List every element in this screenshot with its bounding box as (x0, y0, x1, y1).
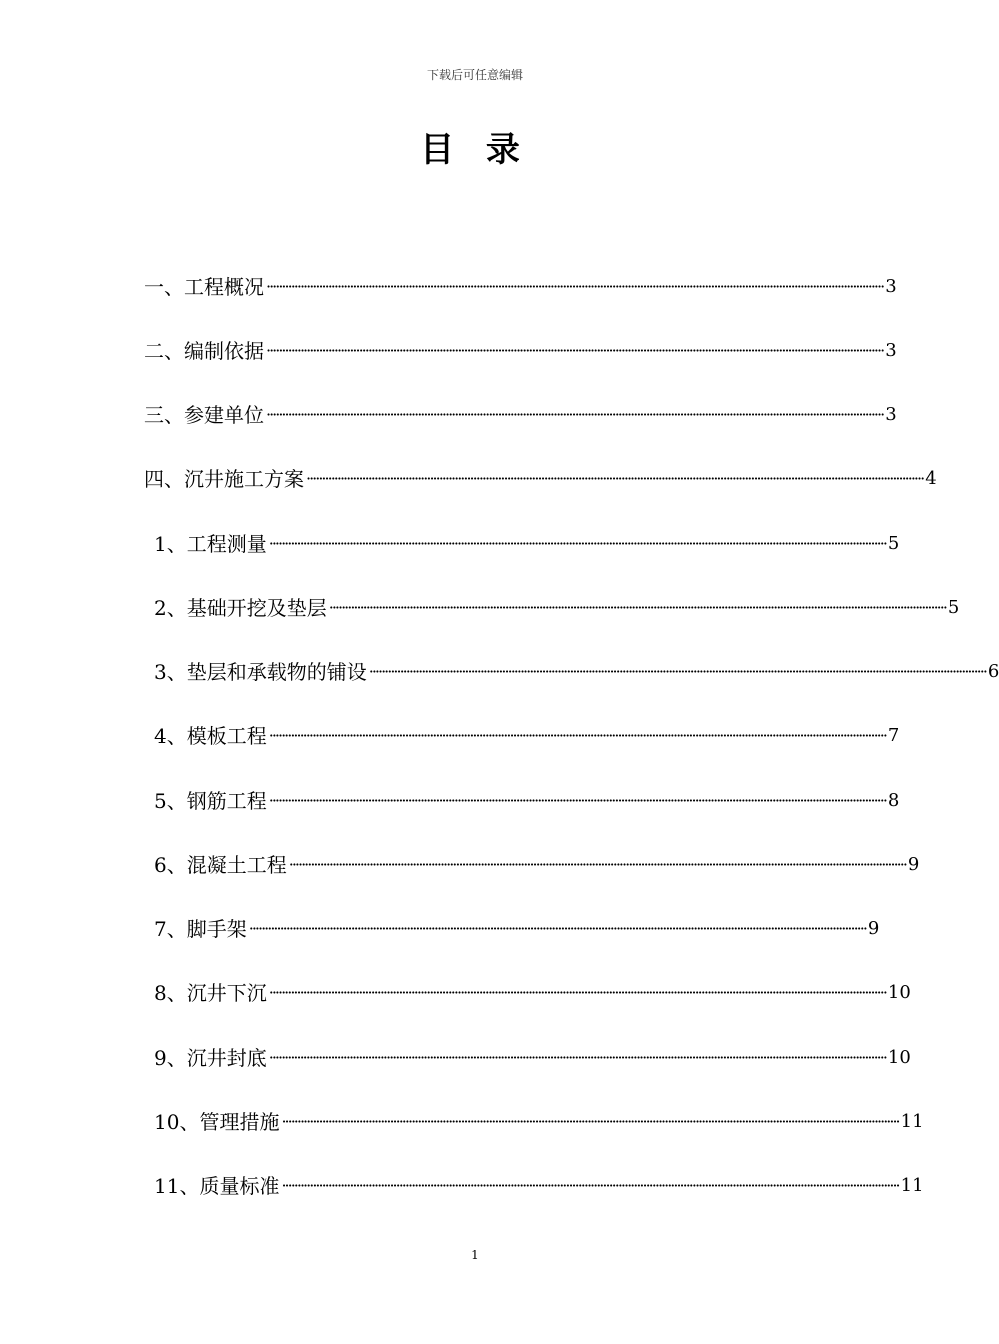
toc-entry-label: 8、沉井下沉 (154, 981, 267, 1005)
toc-entry-11[interactable] (154, 914, 880, 944)
toc-entry-label: 7、脚手架 (154, 917, 247, 941)
toc-entry-5[interactable] (154, 529, 900, 559)
toc-entry-label: 四、沉井施工方案 (144, 467, 304, 491)
toc-entry-12[interactable] (154, 978, 911, 1008)
toc-leader-dots: ········································································································································································································ (306, 469, 924, 488)
toc-entry-page: 3 (885, 276, 897, 297)
toc-leader-dots: ········································································································································································································ (268, 983, 886, 1002)
toc-entry-label: 三、参建单位 (144, 403, 264, 427)
toc-entry-page: 11 (900, 1175, 924, 1196)
toc-leader-dots: ········································································································································································································ (268, 1048, 886, 1067)
toc-entry-page: 5 (947, 597, 960, 618)
toc-leader-dots: ········································································································································································································ (248, 919, 866, 938)
page-header-note: 下载后可任意编辑 (426, 68, 523, 82)
toc-entry-label: 1、工程测量 (154, 532, 267, 556)
toc-leader-dots: ········································································································································································································ (328, 598, 946, 617)
toc-entry-page: 6 (987, 661, 999, 682)
toc-entry-label: 4、模板工程 (154, 724, 267, 748)
toc-entry-15[interactable] (154, 1171, 924, 1201)
toc-entry-page: 3 (885, 404, 897, 425)
page-number: 1 (471, 1248, 479, 1262)
toc-entry-page: 7 (887, 725, 900, 746)
toc-entry-10[interactable] (154, 850, 920, 880)
toc-leader-dots: ········································································································································································································ (266, 341, 884, 360)
toc-entry-page: 9 (867, 918, 880, 939)
toc-leader-dots: ········································································································································································································ (288, 855, 906, 874)
toc-entry-3[interactable] (144, 400, 897, 430)
toc-entry-14[interactable] (154, 1107, 924, 1137)
toc-entry-8[interactable] (154, 721, 900, 751)
toc-entry-page: 10 (887, 982, 911, 1003)
toc-entry-6[interactable] (154, 593, 960, 623)
toc-entry-label: 二、编制依据 (144, 339, 264, 363)
toc-leader-dots: ········································································································································································································ (266, 405, 884, 424)
toc-entry-page: 3 (885, 340, 897, 361)
toc-entry-13[interactable] (154, 1043, 911, 1073)
toc-leader-dots: ········································································································································································································ (268, 726, 886, 745)
toc-leader-dots: ········································································································································································································ (268, 791, 886, 810)
toc-entry-page: 11 (900, 1111, 924, 1132)
toc-leader-dots: ········································································································································································································ (266, 277, 884, 296)
toc-entry-2[interactable] (144, 336, 897, 366)
toc-entry-label: 3、垫层和承载物的铺设 (154, 660, 367, 684)
toc-entry-7[interactable] (154, 657, 999, 687)
toc-entry-label: 6、混凝土工程 (154, 853, 287, 877)
toc-title: 目 录 (420, 130, 530, 170)
toc-entry-label: 11、质量标准 (154, 1174, 280, 1198)
toc-entry-4[interactable] (144, 464, 937, 494)
toc-leader-dots: ········································································································································································································ (368, 662, 986, 681)
toc-entry-9[interactable] (154, 786, 900, 816)
toc-leader-dots: ········································································································································································································ (281, 1176, 899, 1195)
toc-entry-label: 2、基础开挖及垫层 (154, 596, 327, 620)
toc-leader-dots: ········································································································································································································ (268, 534, 886, 553)
toc-leader-dots: ········································································································································································································ (281, 1112, 899, 1131)
toc-entry-1[interactable] (144, 272, 897, 302)
toc-entry-label: 9、沉井封底 (154, 1046, 267, 1070)
toc-entry-page: 10 (887, 1047, 911, 1068)
toc-entry-page: 5 (887, 533, 900, 554)
toc-entry-label: 一、工程概况 (144, 275, 264, 299)
toc-entry-page: 8 (887, 790, 900, 811)
toc-entry-page: 4 (925, 468, 937, 489)
toc-entry-label: 10、管理措施 (154, 1110, 280, 1134)
toc-entry-label: 5、钢筋工程 (154, 789, 267, 813)
toc-entry-page: 9 (907, 854, 920, 875)
